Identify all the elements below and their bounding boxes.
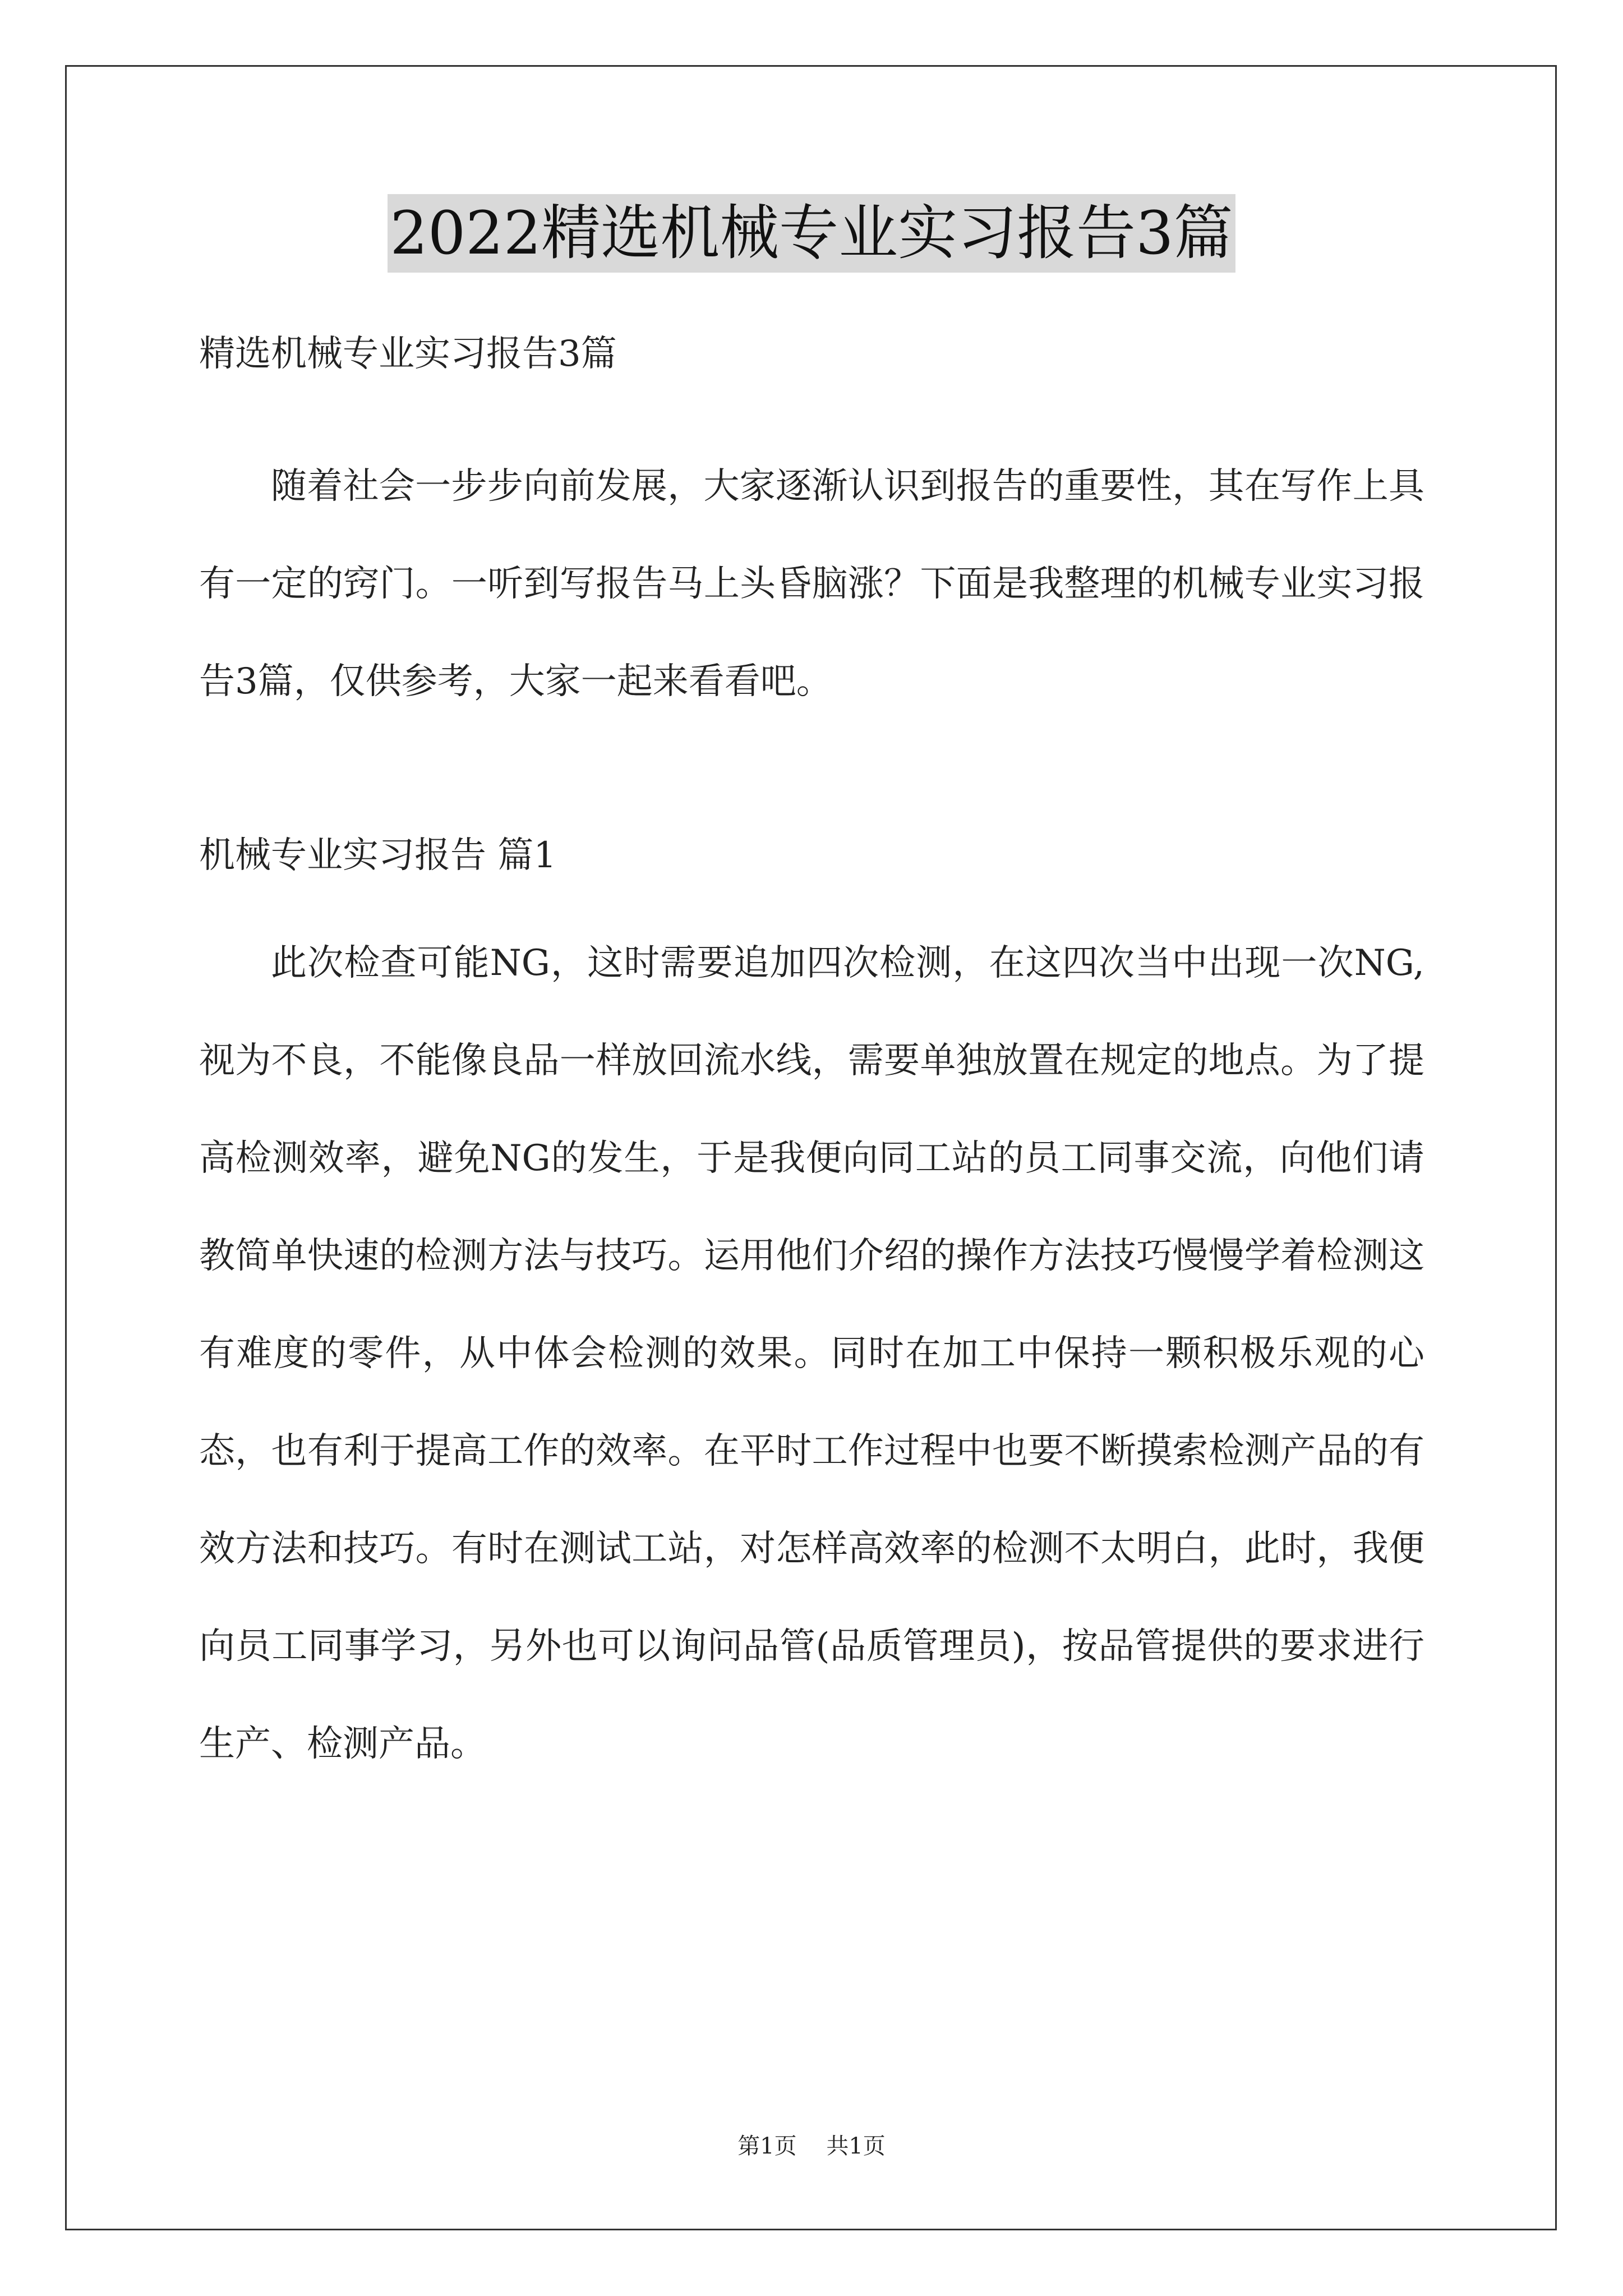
document-title-block (0, 194, 1623, 273)
page-footer (0, 2129, 1623, 2163)
document-body (199, 303, 1424, 1793)
document-subtitle: 精选机械专业实习报告3篇 (199, 333, 617, 375)
document-title: 2022精选机械专业实习报告3篇 (388, 194, 1235, 273)
page-number-total: 共1页 (826, 2133, 886, 2159)
section-heading: 机械专业实习报告 篇1 (199, 835, 557, 876)
section-paragraph: 此次检查可能NG，这时需要追加四次检测，在这四次当中出现一次NG,视为不良，不能像良品一样放回流水线，需要单独放置在规定的地点。为了提高检测效率，避免NG的发生，于是我便向同工站的员工同事交流，向他们请教简单快速的检测方法与技巧。运用他们介绍的操作方法技巧慢慢学着检测这有难度的零件，从中体会检测的效果。同时在加工中保持一颗积极乐观的心态，也有利于提高工作的效率。在平时工作过程中也要不断摸索检测产品的有效方法和技巧。有时在测试工站，对怎样高效率的检测不太明白，此时，我便向员工同事学习，另外也可以询问品管(品质管理员)，按品管提供的要求进行生产、检测产品。 (199, 942, 1424, 1765)
page-number-current: 第1页 (737, 2133, 797, 2159)
intro-paragraph: 随着社会一步步向前发展，大家逐渐认识到报告的重要性，其在写作上具有一定的窍门。一听到写报告马上头昏脑涨？下面是我整理的机械专业实习报告3篇，仅供参考，大家一起来看看吧。 (199, 466, 1424, 702)
